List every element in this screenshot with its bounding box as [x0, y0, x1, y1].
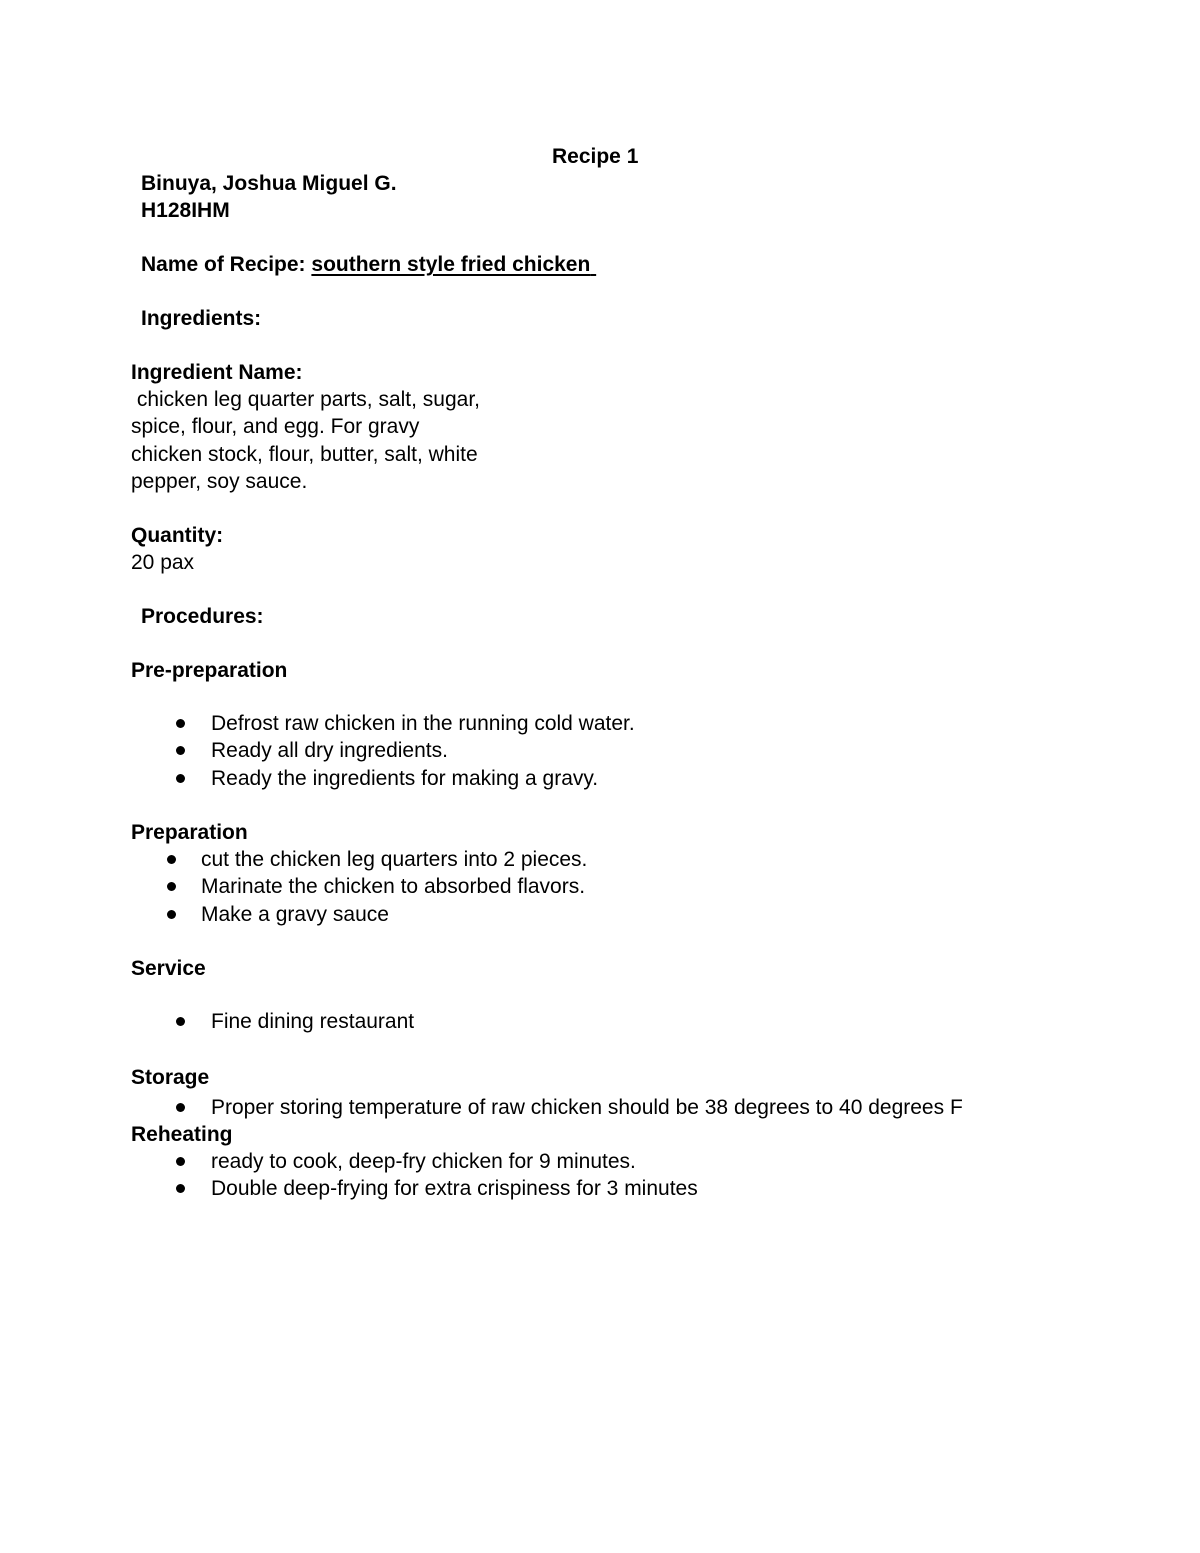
bullet-icon [167, 910, 176, 919]
ingredient-name-label: Ingredient Name: [131, 361, 303, 384]
recipe-name-row [141, 254, 596, 275]
bullet-icon [176, 1157, 185, 1166]
bullet-icon [176, 1017, 185, 1026]
pre-preparation-title: Pre-preparation [131, 659, 288, 682]
preparation-title: Preparation [131, 821, 248, 844]
list-item: Marinate the chicken to absorbed flavors. [201, 875, 586, 898]
list-item: Proper storing temperature of raw chicken should be 38 degrees to 40 degrees F [211, 1096, 963, 1119]
list-item: Double deep-frying for extra crispiness for 3 minutes [211, 1177, 698, 1200]
bullet-icon [176, 1103, 185, 1112]
bullet-icon [167, 882, 176, 891]
list-item: Fine dining restaurant [211, 1010, 415, 1033]
ingredient-line: spice, flour, and egg. For gravy [131, 415, 420, 438]
list-item: Ready all dry ingredients. [211, 739, 448, 762]
ingredient-line: pepper, soy sauce. [131, 470, 308, 493]
bullet-icon [167, 855, 176, 864]
storage-title: Storage [131, 1066, 210, 1089]
reheating-title: Reheating [131, 1123, 233, 1146]
procedures-heading: Procedures: [141, 605, 264, 628]
bullet-icon [176, 774, 185, 783]
list-item: cut the chicken leg quarters into 2 pieces. [201, 848, 588, 871]
list-item: Ready the ingredients for making a gravy. [211, 767, 599, 790]
list-item: Make a gravy sauce [201, 903, 389, 926]
ingredients-heading: Ingredients: [141, 307, 262, 330]
quantity-label: Quantity: [131, 524, 224, 547]
list-item: Defrost raw chicken in the running cold water. [211, 712, 635, 735]
section-code: H128IHM [141, 199, 230, 222]
bullet-icon [176, 1184, 185, 1193]
service-title: Service [131, 957, 206, 980]
document-title: Recipe 1 [552, 145, 639, 168]
quantity-value: 20 pax [131, 551, 195, 574]
recipe-name-label: Name of Recipe: [141, 253, 306, 276]
recipe-name-value: southern style fried chicken [311, 253, 591, 276]
ingredient-line: chicken stock, flour, butter, salt, white [131, 443, 478, 466]
author-name: Binuya, Joshua Miguel G. [141, 172, 397, 195]
ingredient-line: chicken leg quarter parts, salt, sugar, [131, 388, 481, 411]
bullet-icon [176, 746, 185, 755]
list-item: ready to cook, deep-fry chicken for 9 minutes. [211, 1150, 636, 1173]
bullet-icon [176, 719, 185, 728]
